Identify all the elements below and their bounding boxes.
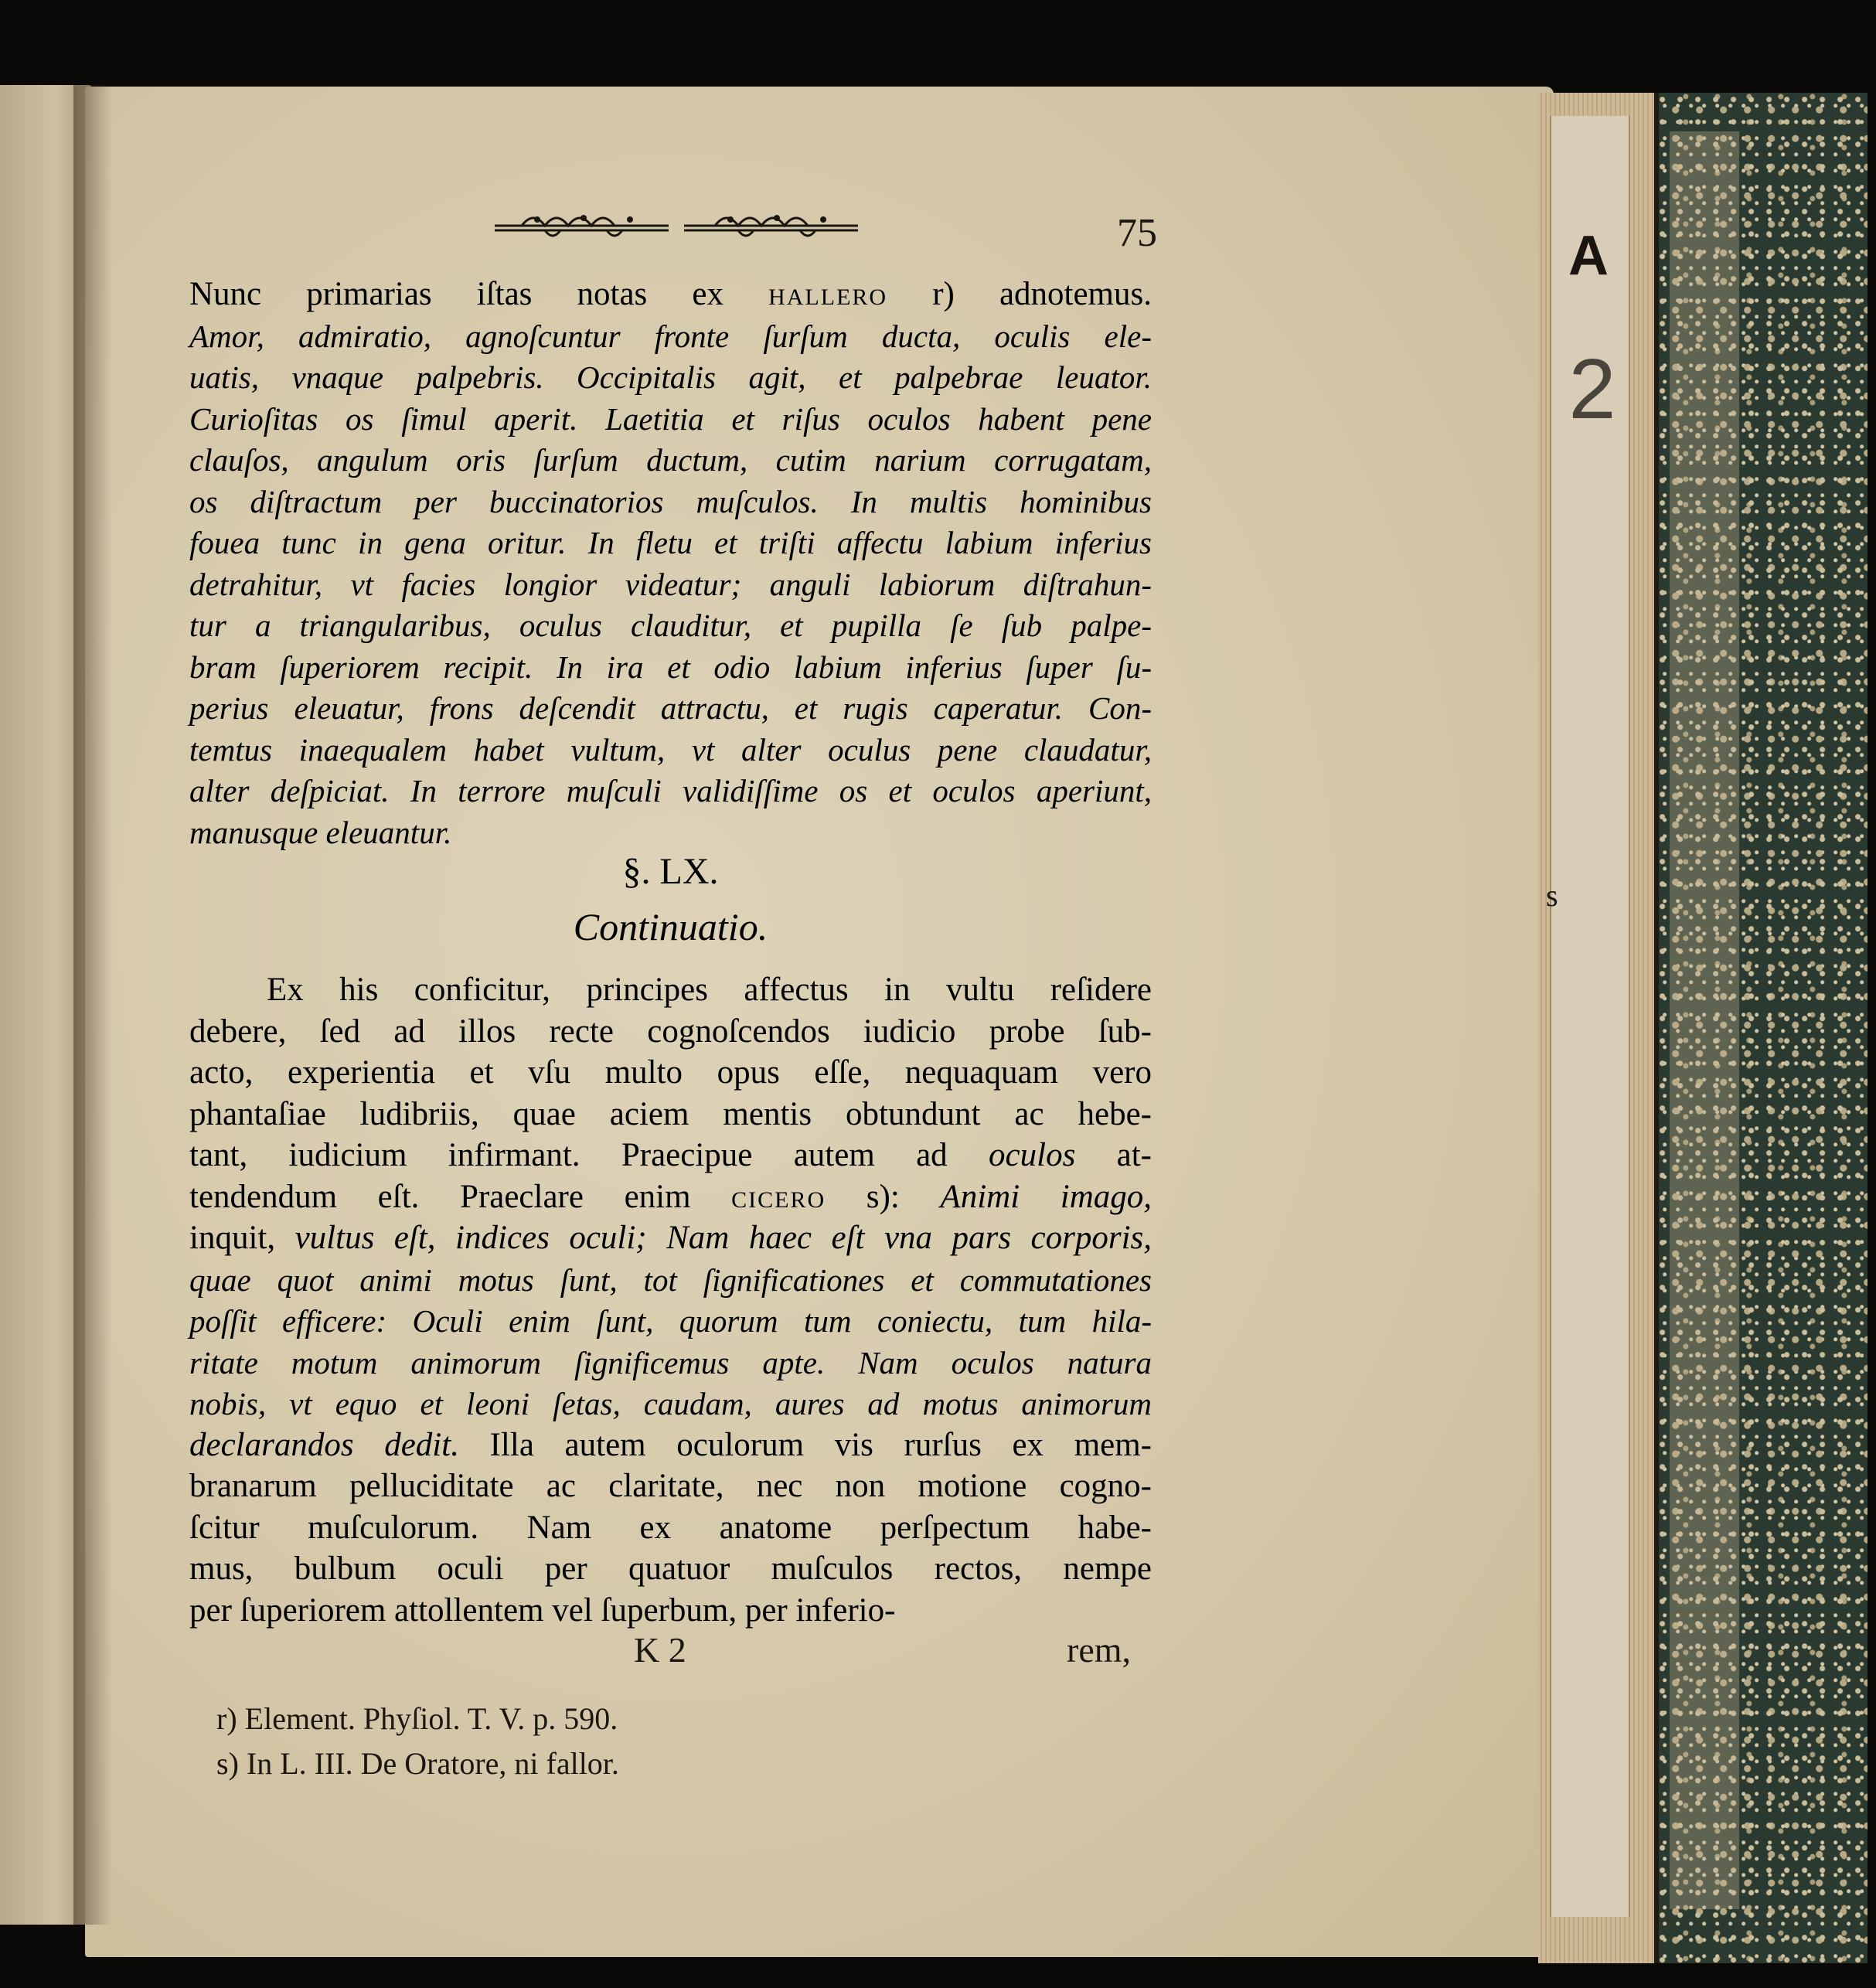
- text-segment: s):: [826, 1178, 941, 1215]
- text-segment: os diſtractum per buccinatorios muſculos. In multis hominibus: [189, 483, 1152, 519]
- text-segment: quae quot animi motus ſunt, tot ſignificationes et commutationes: [189, 1261, 1152, 1298]
- ornament-headpiece-icon: [491, 203, 862, 249]
- cover-inner-sheet: [1670, 131, 1739, 1909]
- text-segment: nobis, vt equo et leoni ſetas, caudam, aures ad motus animorum: [189, 1386, 1152, 1421]
- text-line: [189, 605, 1152, 645]
- text-segment: oculos: [989, 1137, 1076, 1173]
- text-segment: ritate motum animorum ſignificemus apte. Nam oculos natura: [189, 1344, 1152, 1380]
- footnote-s: s) In L. III. De Oratore, ni fallor.: [216, 1746, 619, 1781]
- text-segment: bram ſuperiorem recipit. In ira et odio labium inferius ſuper ſu-: [189, 648, 1152, 685]
- text-line: [189, 1135, 1152, 1176]
- footnote-r: r) Element. Phyſiol. T. V. p. 590.: [216, 1701, 618, 1736]
- text-segment: perius eleuatur, frons deſcendit attractu, et rugis caperatur. Con-: [189, 690, 1152, 726]
- text-segment: ſcitur muſculorum. Nam ex anatome perſpectum habe-: [189, 1509, 1152, 1546]
- text-line: [189, 1466, 1152, 1506]
- tab-number: 2: [1568, 342, 1616, 437]
- text-line: [189, 1508, 1152, 1548]
- text-segment: tendendum eſt. Praeclare enim: [189, 1178, 732, 1215]
- text-line: [189, 1177, 1152, 1217]
- text-segment: mus, bulbum oculi per quatuor muſculos rectos, nempe: [189, 1551, 1152, 1587]
- text-line: [189, 1094, 1152, 1135]
- tab-small-letter: s: [1546, 878, 1558, 913]
- text-line: [267, 970, 1152, 1010]
- text-segment: tant, iudicium infirmant. Praecipue autem ad: [189, 1137, 989, 1173]
- section-title: Continuatio.: [573, 905, 768, 948]
- text-segment: Ex his conficitur, principes affectus in vultu reſidere: [267, 972, 1152, 1008]
- text-segment: clauſos, angulum oris ſurſum ductum, cutim narium corrugatam,: [189, 442, 1152, 478]
- text-line: [189, 1343, 1152, 1383]
- text-line: [189, 1549, 1152, 1589]
- text-line: [189, 1260, 1152, 1300]
- text-segment: acto, experientia et vſu multo opus eſſe, nequaquam vero: [189, 1054, 1152, 1091]
- text-segment: hallero: [768, 276, 888, 312]
- text-segment: temtus inaequalem habet vultum, vt alter oculus pene claudatur,: [189, 731, 1152, 768]
- text-segment: branarum pelluciditate ac claritate, nec non motione cogno-: [189, 1468, 1152, 1504]
- text-segment: r) adnotemus.: [887, 276, 1152, 312]
- text-segment: poſſit efficere: Oculi enim ſunt, quorum tum coniectu, tum hila-: [189, 1303, 1152, 1339]
- text-line: [189, 357, 1152, 397]
- tab-letter: A: [1568, 225, 1609, 287]
- text-segment: uatis, vnaque palpebris. Occipitalis agit, et palpebrae leuator.: [189, 359, 1152, 395]
- text-segment: cicero: [731, 1178, 826, 1215]
- text-segment: tur a triangularibus, oculus clauditur, et pupilla ſe ſub palpe-: [189, 608, 1152, 643]
- text-line: [189, 482, 1152, 522]
- text-segment: vultus eſt, indices oculi; Nam haec eſt vna pars corporis,: [295, 1220, 1152, 1256]
- text-segment: debere, ſed ad illos recte cognoſcendos iudicio probe ſub-: [189, 1013, 1152, 1050]
- text-line: [189, 647, 1152, 687]
- text-segment: Animi imago,: [940, 1178, 1152, 1215]
- text-segment: Nunc primarias iſtas notas ex: [189, 276, 769, 312]
- text-line: [189, 771, 1152, 811]
- text-line: [189, 274, 1152, 315]
- text-segment: per ſuperiorem attollentem vel ſuperbum, per inferio-: [189, 1591, 896, 1629]
- text-line: [189, 440, 1152, 480]
- text-segment: manusque eleuantur.: [189, 814, 452, 850]
- text-segment: Curioſitas os ſimul aperit. Laetitia et riſus oculos habent pene: [189, 400, 1152, 437]
- catchword: rem,: [1067, 1630, 1132, 1670]
- text-line: [189, 1425, 1152, 1465]
- text-segment: Amor, admiratio, agnoſcuntur fronte ſurſum ducta, oculis ele-: [189, 318, 1152, 354]
- text-segment: detrahitur, vt facies longior videatur; anguli labiorum diſtrahun-: [189, 566, 1152, 602]
- text-line: [189, 564, 1152, 604]
- text-line: [189, 1384, 1152, 1424]
- text-line: [189, 399, 1152, 439]
- text-line: [189, 1012, 1152, 1052]
- text-line: [189, 688, 1152, 728]
- text-segment: Illa autem oculorum vis rurſus ex mem-: [458, 1426, 1152, 1463]
- signature-mark: K 2: [634, 1630, 686, 1670]
- text-line: [189, 1591, 1152, 1631]
- text-line: [189, 1301, 1152, 1341]
- text-line: [189, 730, 1152, 770]
- text-segment: inquit,: [189, 1220, 295, 1256]
- text-segment: at-: [1075, 1137, 1152, 1173]
- text-line: [189, 316, 1152, 356]
- section-number: §. LX.: [622, 851, 719, 892]
- page-number: 75: [1117, 211, 1157, 255]
- text-line: [189, 523, 1152, 563]
- text-line: [189, 1218, 1152, 1258]
- text-segment: fouea tunc in gena oritur. In fletu et triſti affectu labium inferius: [189, 525, 1152, 560]
- text-segment: alter deſpiciat. In terrore muſculi validiſſime os et oculos aperiunt,: [189, 773, 1152, 808]
- text-line: [189, 812, 1152, 853]
- text-segment: phantaſiae ludibriis, quae aciem mentis obtundunt ac hebe-: [189, 1095, 1152, 1132]
- text-line: [189, 1053, 1152, 1093]
- text-segment: declarandos dedit.: [189, 1426, 459, 1463]
- spine-gutter: [73, 85, 112, 1925]
